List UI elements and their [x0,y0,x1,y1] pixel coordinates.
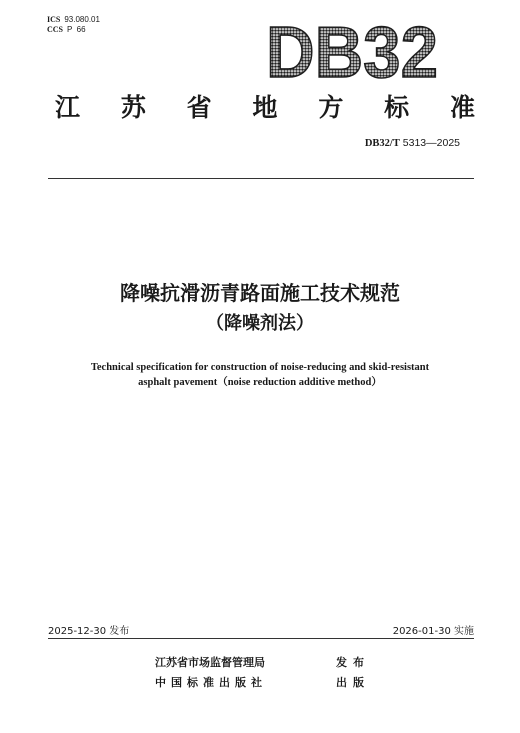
document-subtitle: （降噪剂法） [206,313,314,334]
province-standard-title [55,88,475,124]
top-divider [48,178,474,179]
ccs-label: CCS [47,25,64,34]
ccs-value: P 66 [67,25,86,34]
standard-number-value: 5313—2025 [399,137,460,149]
english-title-line-2: asphalt pavement（noise reduction additive method） [138,377,382,388]
publisher-line [155,674,370,690]
db32-logo [262,14,442,86]
province-title-char: 苏 [120,93,146,122]
province-title-char: 地 [252,93,278,122]
issuer-name: 江苏省市场监督管理局 [155,656,265,669]
publisher-action: 出版 [336,676,370,689]
publisher-name: 中国标准出版社 [155,676,267,689]
ics-code [47,15,100,25]
ics-label: ICS [47,15,61,24]
english-title-line-1: Technical specification for construction of noise-reducing and skid-resistant [90,362,430,373]
document-title: 降噪抗滑沥青路面施工技术规范 [120,281,400,305]
ics-value: 93.080.01 [64,15,100,24]
bottom-divider [48,638,474,639]
province-title-char: 标 [384,93,410,122]
standard-number [365,137,460,149]
province-title-char: 准 [449,93,475,122]
province-title-char: 方 [318,93,344,122]
issuer-line [155,654,370,670]
implementation-date: 2026-01-30 实施 [392,626,474,637]
db32-logo-text: DB32 [266,14,438,86]
ccs-code [47,25,86,35]
issuer-action: 发布 [336,656,370,669]
province-title-char: 省 [186,93,212,122]
province-title-char: 江 [55,93,81,122]
issue-date: 2025-12-30 发布 [48,626,130,637]
standard-number-prefix: DB32/T [364,138,400,149]
